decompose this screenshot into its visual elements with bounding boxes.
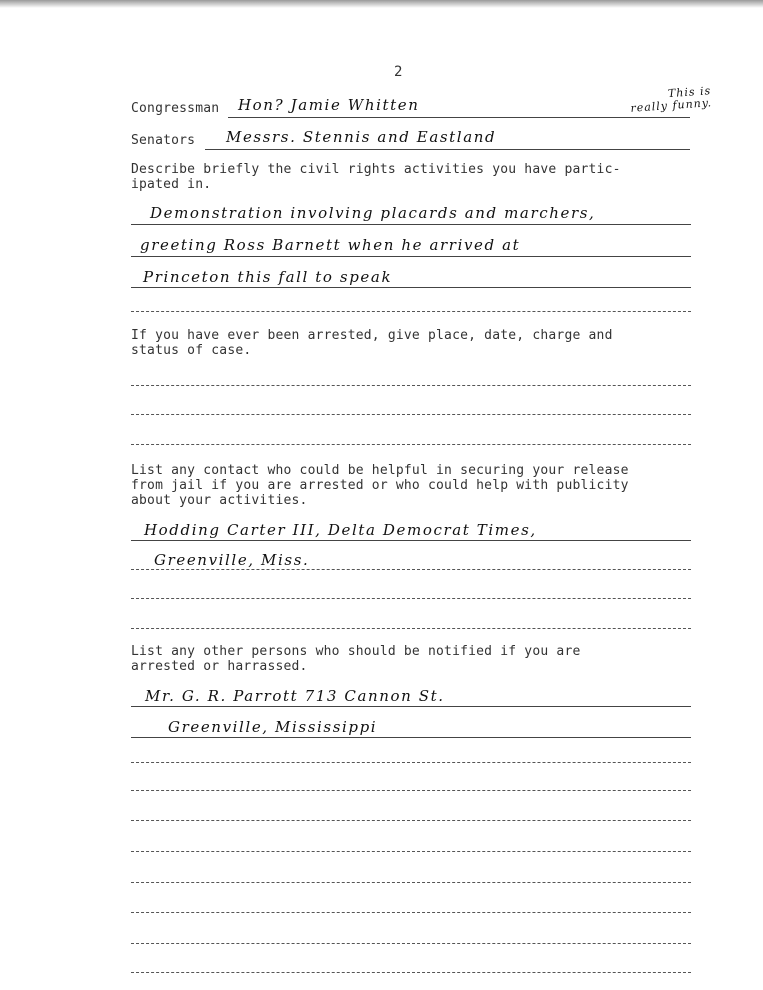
- notify-answer-1[interactable]: Mr. G. R. Parrott 713 Cannon St.: [145, 687, 445, 705]
- civil-rights-question: Describe briefly the civil rights activities you have partic- ipated in.: [131, 162, 621, 192]
- notify-line-9: [131, 943, 691, 944]
- notify-line-10: [131, 972, 691, 973]
- scan-edge: [0, 0, 763, 8]
- congressman-line: [228, 117, 690, 118]
- contact-line-1: [131, 540, 691, 541]
- contact-answer-2[interactable]: Greenville, Miss.: [154, 551, 310, 569]
- margin-note-line-2: really funny.: [630, 96, 713, 115]
- notify-line-2: [131, 737, 691, 738]
- senators-label: Senators: [131, 133, 196, 148]
- senators-line: [205, 149, 690, 150]
- civil-rights-answer-1[interactable]: Demonstration involving placards and marchers,: [150, 204, 596, 222]
- arrests-line-1: [131, 385, 691, 386]
- notify-line-1: [131, 706, 691, 707]
- notify-line-5: [131, 820, 691, 821]
- notify-line-3: [131, 762, 691, 763]
- notify-line-6: [131, 851, 691, 852]
- civil-rights-answer-3[interactable]: Princeton this fall to speak: [143, 268, 393, 286]
- notify-question: List any other persons who should be notified if you are arrested or harrassed.: [131, 644, 581, 674]
- margin-note: [629, 85, 712, 115]
- civil-rights-answer-2[interactable]: greeting Ross Barnett when he arrived at: [140, 236, 521, 254]
- civil-rights-line-3: [131, 287, 691, 288]
- contact-answer-1[interactable]: Hodding Carter III, Delta Democrat Times,: [144, 521, 537, 539]
- congressman-label: Congressman: [131, 101, 220, 116]
- congressman-value[interactable]: Hon? Jamie Whitten: [238, 96, 420, 114]
- margin-note-line-1: This is: [667, 84, 712, 101]
- notify-line-4: [131, 790, 691, 791]
- senators-value[interactable]: Messrs. Stennis and Eastland: [226, 128, 497, 146]
- contact-question: List any contact who could be helpful in securing your release from jail if you are arrested or who could help with publicity about your activities.: [131, 463, 629, 508]
- arrests-line-2: [131, 414, 691, 415]
- notify-answer-2[interactable]: Greenville, Mississippi: [168, 718, 378, 736]
- civil-rights-line-2: [131, 256, 691, 257]
- civil-rights-line-4: [131, 311, 691, 312]
- arrests-question: If you have ever been arrested, give place, date, charge and status of case.: [131, 328, 613, 358]
- arrests-line-3: [131, 444, 691, 445]
- page-number: 2: [394, 64, 403, 80]
- contact-line-3: [131, 598, 691, 599]
- contact-line-4: [131, 628, 691, 629]
- notify-line-8: [131, 912, 691, 913]
- civil-rights-line-1: [131, 224, 691, 225]
- notify-line-7: [131, 882, 691, 883]
- contact-line-2: [131, 569, 691, 570]
